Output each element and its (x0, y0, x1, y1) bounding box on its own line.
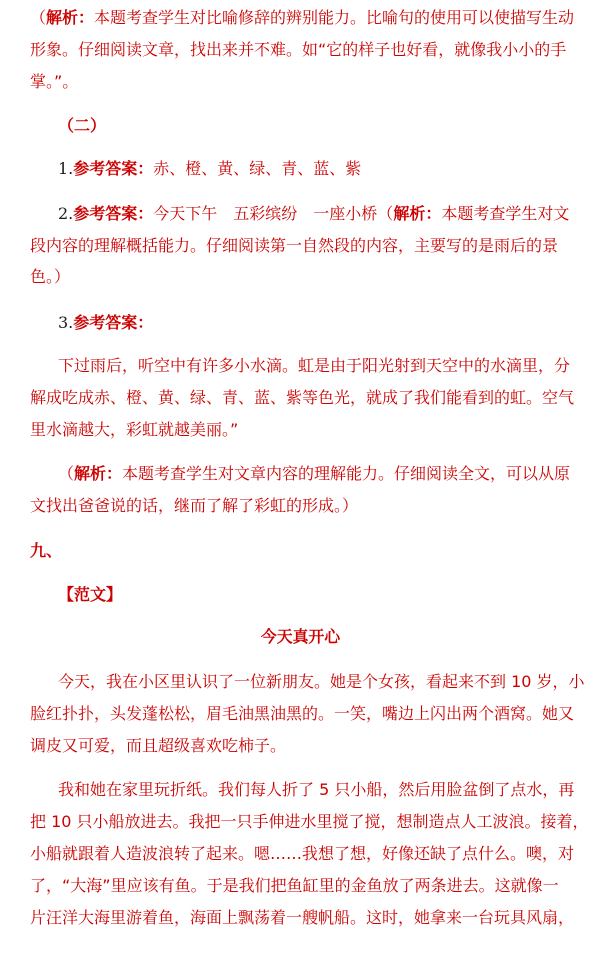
answer-text: 赤、橙、黄、绿、青、蓝、紫 (153, 159, 362, 178)
essay-line: 把 10 只小船放进去。我把一只手伸进水里搅了搅，想制造点人工波浪。接着， (30, 812, 589, 831)
essay-line: 脸红扑扑，头发蓬松松，眉毛油黑油黑的。一笑，嘴边上闪出两个酒窝。她又 (30, 704, 575, 723)
analysis-line: 文找出爸爸说的话，继而了解了彩虹的形成。） (30, 496, 359, 515)
section-heading: 九、 (30, 541, 63, 560)
analysis-text: 本题考查学生对文章内容的理解能力。仔细阅读全文，可以从原 (122, 464, 571, 483)
answer-label: 参考答案： (73, 159, 154, 178)
answer-line: 下过雨后，听空中有许多小水滴。虹是由于阳光射到天空中的水滴里，分 (58, 356, 571, 375)
item-number: 3. (58, 313, 74, 332)
answer-line: 解成吃成赤、橙、黄、绿、青、蓝、紫等色光，就成了我们能看到的虹。空气 (30, 388, 575, 407)
answer-text: 今天下午 五彩缤纷 一座小桥 (153, 204, 378, 223)
answer-line: 里水滴越大，彩虹就越美丽。” (30, 420, 239, 439)
analysis-text: 本题考查学生对文 (441, 204, 570, 223)
analysis-line: 色。） (30, 267, 71, 286)
analysis-label: 解析： (46, 8, 95, 27)
analysis-label: 解析： (74, 464, 123, 483)
essay-line: 了，“大海”里应该有鱼。于是我们把鱼缸里的金鱼放了两条进去。这就像一 (30, 876, 559, 895)
section-heading: （二） (58, 116, 107, 135)
analysis-line: 段内容的理解概括能力。仔细阅读第一自然段的内容，主要写的是雨后的景 (30, 236, 559, 255)
analysis-line: （解析：本题考查学生对文章内容的理解能力。仔细阅读全文，可以从原 (58, 464, 571, 483)
essay-tag: 【范文】 (58, 585, 123, 604)
answer-item (58, 313, 153, 337)
essay-line: 今天，我在小区里认识了一位新朋友。她是个女孩，看起来不到 10 岁，小 (58, 672, 585, 691)
essay-line: 片汪洋大海里游着鱼，海面上飘荡着一艘帆船。这时，她拿来一台玩具风扇， (30, 908, 575, 927)
essay-title: 今天真开心 (260, 627, 341, 646)
essay-line: 调皮又可爱，而且超级喜欢吃柿子。 (30, 736, 287, 755)
item-number: 1. (58, 159, 74, 178)
essay-line: 小船就跟着人造波浪转了起来。嗯……我想了想，好像还缺了点什么。噢，对 (30, 844, 575, 863)
answer-item (58, 159, 361, 183)
analysis-label: 解析： (393, 204, 442, 223)
analysis-line: 形象。仔细阅读文章，找出来并不难。如“它的样子也好看，就像我小小的手 (30, 40, 567, 59)
analysis-line: 掌。”。 (30, 72, 79, 91)
item-number: 2. (58, 204, 74, 223)
analysis-line: （解析：本题考查学生对比喻修辞的辨别能力。比喻句的使用可以使描写生动 (30, 8, 575, 27)
answer-label: 参考答案： (73, 204, 154, 223)
analysis-text: 本题考查学生对比喻修辞的辨别能力。比喻句的使用可以使描写生动 (94, 8, 575, 27)
essay-line: 我和她在家里玩折纸。我们每人折了 5 只小船，然后用脸盆倒了点水，再 (58, 780, 575, 799)
answer-label: 参考答案： (73, 313, 154, 332)
answer-item: 2.参考答案：今天下午 五彩缤纷 一座小桥（解析：本题考查学生对文 (58, 204, 570, 223)
